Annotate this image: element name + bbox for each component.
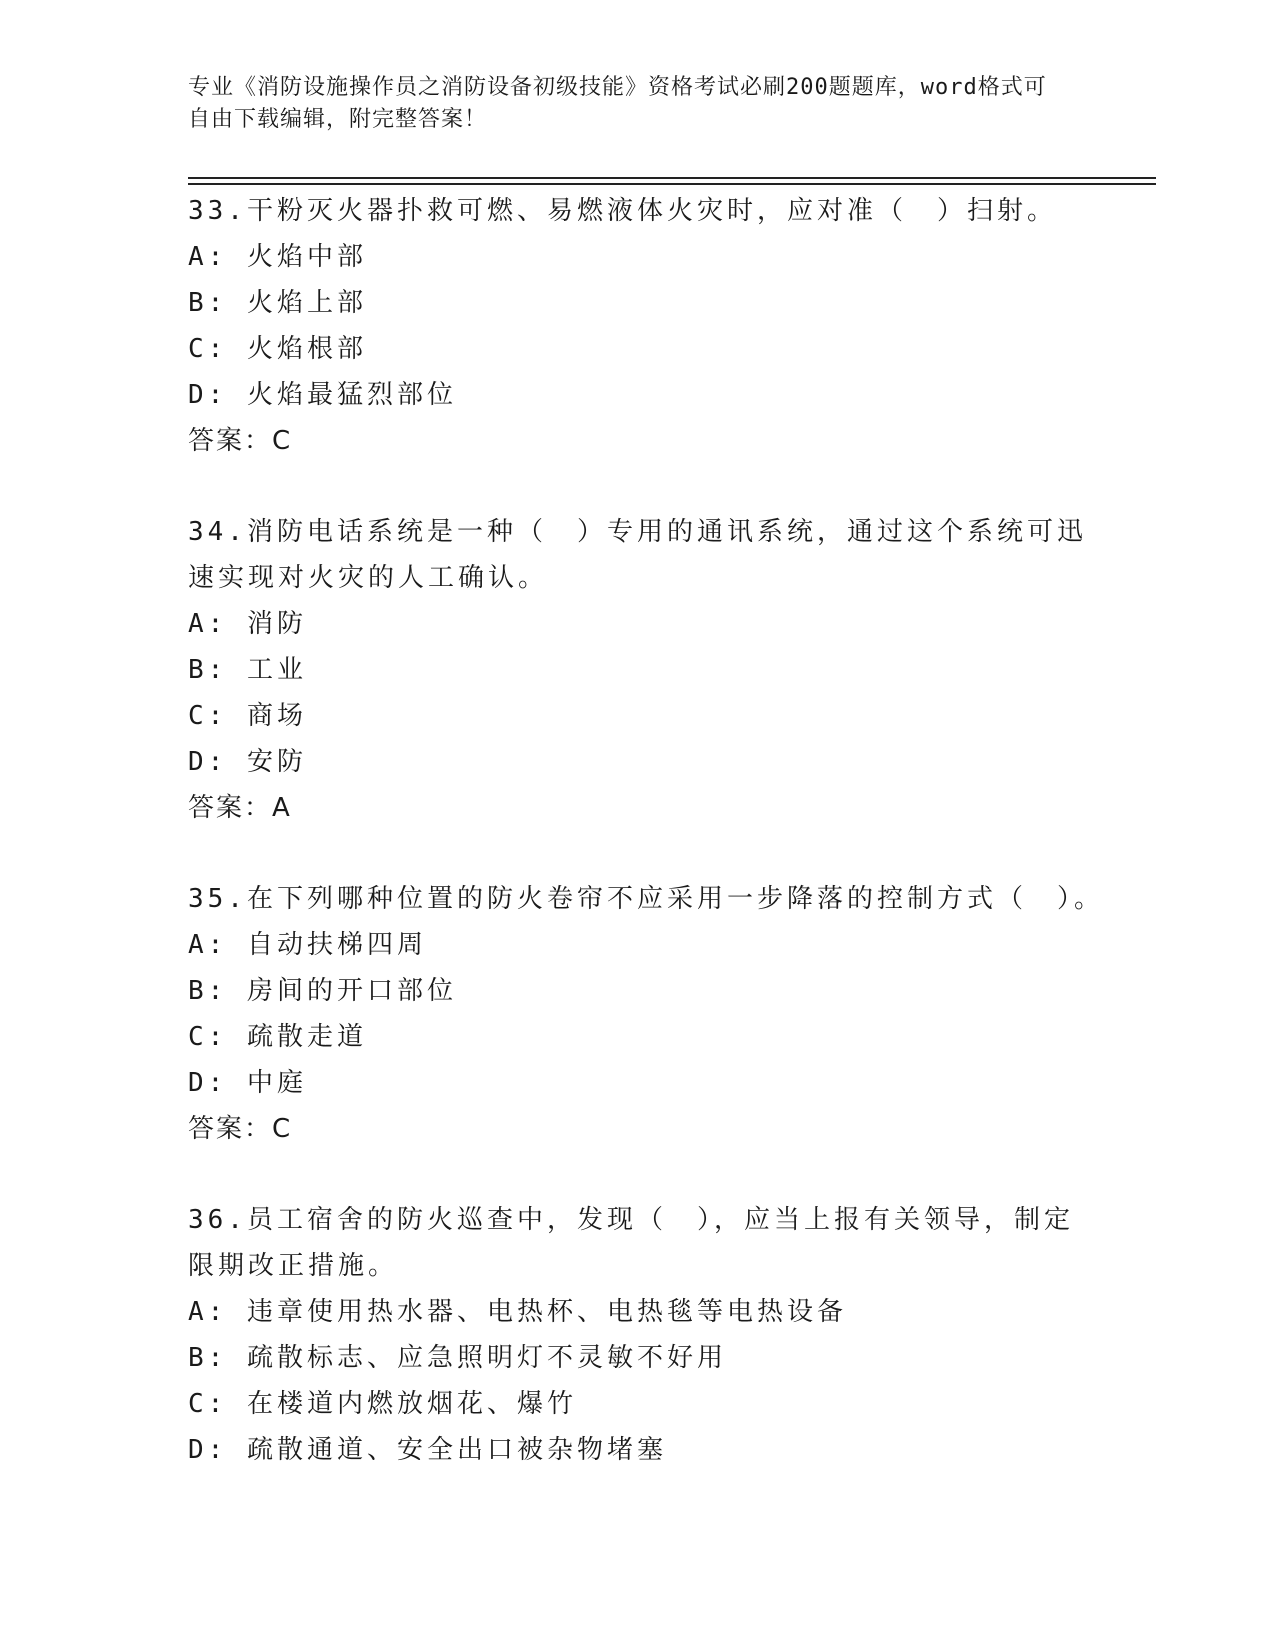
question-36: [188, 1197, 1088, 1473]
option-b: B: 疏散标志、应急照明灯不灵敏不好用: [188, 1343, 727, 1373]
question-stem: 33.干粉灭火器扑救可燃、易燃液体火灾时，应对准（ ）扫射。: [188, 196, 1057, 226]
answer: 答案：A: [188, 793, 292, 823]
option-b: B: 工业: [188, 655, 307, 685]
option-a: A: 火焰中部: [188, 242, 367, 272]
option-a: A: 违章使用热水器、电热杯、电热毯等电热设备: [188, 1297, 847, 1327]
document-header: 专业《消防设施操作员之消防设备初级技能》资格考试必刷200题题库，word格式可自由下载编辑，附完整答案！: [188, 75, 1047, 132]
question-34: [188, 509, 1088, 831]
answer: 答案：C: [188, 1114, 293, 1144]
option-d: D: 火焰最猛烈部位: [188, 380, 457, 410]
option-a: A: 自动扶梯四周: [188, 930, 427, 960]
option-c: C: 商场: [188, 701, 307, 731]
question-stem: 34.消防电话系统是一种（ ）专用的通讯系统，通过这个系统可迅速实现对火灾的人工确认。: [188, 517, 1087, 593]
header-divider-bottom: [188, 183, 1156, 185]
option-d: D: 中庭: [188, 1068, 307, 1098]
option-c: C: 火焰根部: [188, 334, 367, 364]
option-c: C: 在楼道内燃放烟花、爆竹: [188, 1389, 577, 1419]
option-a: A: 消防: [188, 609, 307, 639]
question-stem: 36.员工宿舍的防火巡查中，发现（ ），应当上报有关领导，制定限期改正措施。: [188, 1205, 1074, 1281]
option-d: D: 安防: [188, 747, 307, 777]
answer: 答案：C: [188, 426, 293, 456]
question-35: [188, 876, 1104, 1152]
question-stem: 35.在下列哪种位置的防火卷帘不应采用一步降落的控制方式（ ）。: [188, 884, 1104, 914]
header-divider-top: [188, 177, 1156, 179]
option-d: D: 疏散通道、安全出口被杂物堵塞: [188, 1435, 667, 1465]
option-b: B: 火焰上部: [188, 288, 367, 318]
question-list: [188, 188, 1104, 1473]
question-33: [188, 188, 1088, 464]
option-b: B: 房间的开口部位: [188, 976, 457, 1006]
option-c: C: 疏散走道: [188, 1022, 367, 1052]
